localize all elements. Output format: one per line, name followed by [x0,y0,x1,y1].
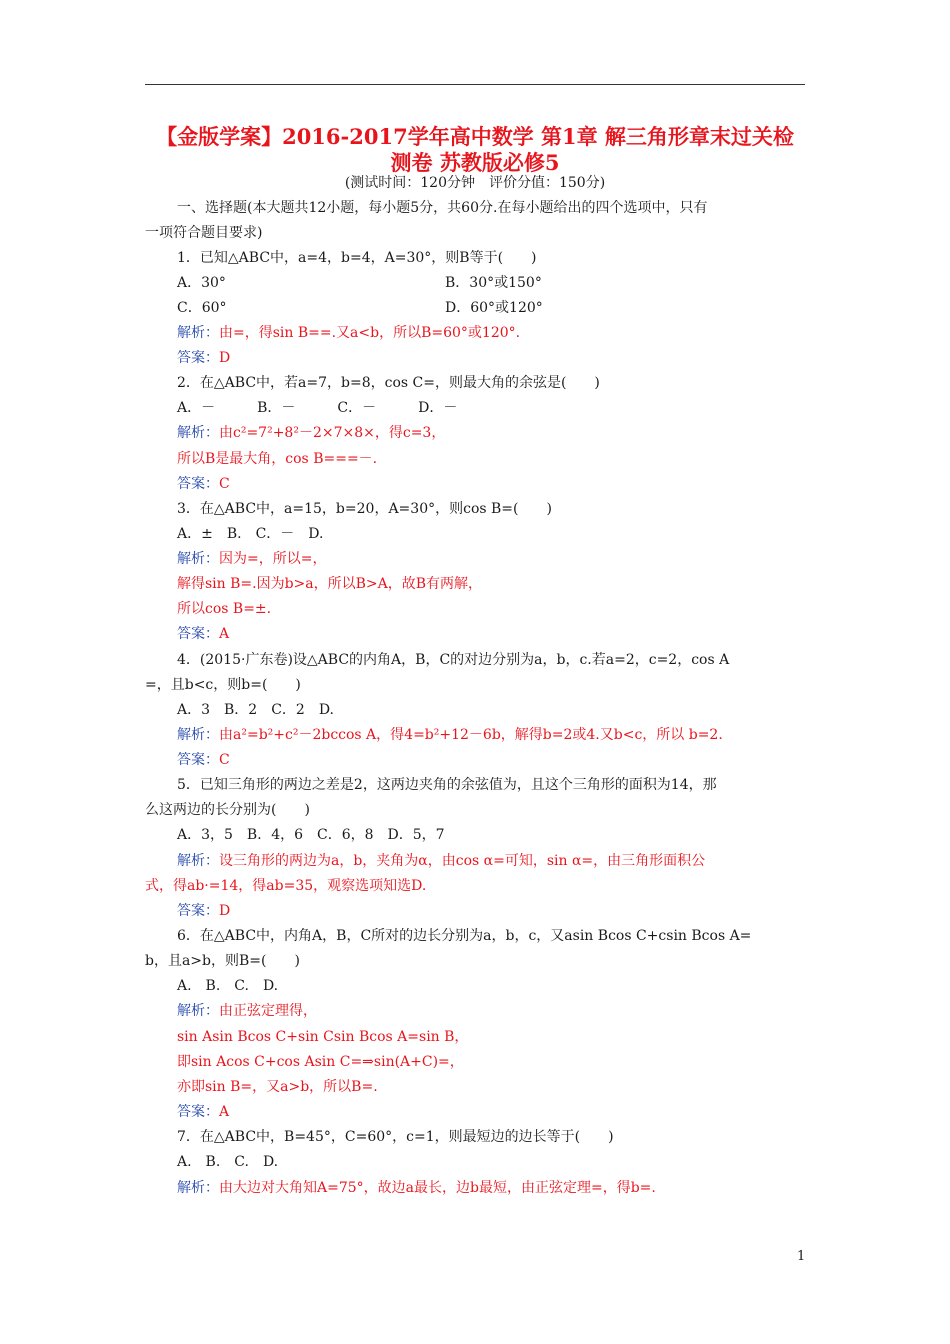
question-4-options: A．3 B．2 C．2 D. [177,702,335,718]
answer-label: 答案： [177,626,219,642]
analysis-text: 由正弦定理得， [219,1003,317,1019]
analysis-label: 解析： [177,727,219,743]
analysis-label: 解析： [177,425,219,441]
question-3-options: A．± B. C．－ D. [177,526,324,542]
question-1-answer [177,348,841,368]
question-2-analysis-line2: 所以B是最大角，cos B===－. [177,451,378,467]
question-4-answer [177,750,841,770]
analysis-label: 解析： [177,551,219,567]
question-2-answer [177,474,841,494]
analysis-text: 由c²=7²+8²－2×7×8×，得c=3， [219,425,446,441]
answer-label: 答案： [177,752,219,768]
question-1-stem: 1．已知△ABC中，a=4，b=4，A=30°，则B等于( ) [177,250,537,266]
document-title-line1: 【金版学案】2016-2017学年高中数学 第1章 解三角形章末过关检 [156,124,794,149]
question-6-analysis-line4: 亦即sin B=，又a>b，所以B=. [177,1079,378,1095]
section-heading-line2: 一项符合题目要求) [145,225,263,241]
answer-value: C [219,476,230,492]
question-7-stem: 7．在△ABC中，B=45°，C=60°，c=1，则最短边的边长等于( ) [177,1129,614,1145]
question-6-analysis-line3: 即sin Acos C+cos Asin C=⇒sin(A+C)=， [177,1054,464,1070]
answer-label: 答案： [177,476,219,492]
answer-value: D [219,903,231,919]
document-title-line2: 测卷 苏教版必修5 [390,150,560,175]
question-1-analysis [177,323,841,343]
question-1-option-d: D．60°或120° [445,300,543,316]
question-1-option-a: A．30° [177,275,226,291]
question-7-analysis [177,1178,841,1198]
analysis-text: 因为=，所以=， [219,551,327,567]
question-3-analysis [177,549,841,569]
question-3-stem: 3．在△ABC中，a=15，b=20，A=30°，则cos B=( ) [177,501,552,517]
analysis-text: 由=，得sin B==.又a<b，所以B=60°或120°. [219,325,521,341]
answer-label: 答案： [177,350,219,366]
question-5-answer [177,901,841,921]
question-3-analysis-line3: 所以cos B=±. [177,601,272,617]
test-info: (测试时间：120分钟 评价分值：150分) [344,175,606,191]
question-2-options: A．－ B．－ C．－ D．－ [177,400,458,416]
question-3-analysis-line2: 解得sin B=.因为b>a，所以B>A，故B有两解， [177,576,483,592]
question-6-stem-line1: 6．在△ABC中，内角A，B，C所对的边长分别为a，b，c，又asin Bcos C+csin Bcos A= [177,928,752,944]
analysis-label: 解析： [177,1003,219,1019]
question-2-analysis [177,423,841,443]
answer-value: C [219,752,230,768]
analysis-text: 设三角形的两边为a，b，夹角为α，由cos α=可知，sin α=，由三角形面积公 [219,853,706,869]
header-rule [145,84,805,85]
question-6-answer [177,1102,841,1122]
section-heading-line1: 一、选择题(本大题共12小题，每小题5分，共60分.在每小题给出的四个选项中，只有 [177,200,708,216]
question-6-stem-line2: b，且a>b，则B=( ) [145,953,300,969]
analysis-label: 解析： [177,325,219,341]
analysis-text: 由a²=b²+c²－2bccos A，得4=b²+12－6b，解得b=2或4.又b<c，所以 b=2. [219,727,723,743]
answer-value: A [219,1104,230,1120]
question-4-stem-line2: =，且b<c，则b=( ) [145,677,301,693]
question-2-stem: 2．在△ABC中，若a=7，b=8，cos C=，则最大角的余弦是( ) [177,375,600,391]
question-5-analysis-line2: 式，得ab·=14，得ab=35，观察选项知选D. [145,878,427,894]
question-4-analysis [177,725,841,745]
question-5-analysis [177,851,841,871]
question-6-analysis-line2: sin Asin Bcos C+sin Csin Bcos A=sin B， [177,1029,469,1045]
answer-label: 答案： [177,903,219,919]
question-5-stem-line1: 5．已知三角形的两边之差是2，这两边夹角的余弦值为，且这个三角形的面积为14，那 [177,777,717,793]
question-5-stem-line2: 么这两边的长分别为( ) [145,802,310,818]
analysis-label: 解析： [177,1180,219,1196]
answer-value: A [219,626,230,642]
answer-label: 答案： [177,1104,219,1120]
question-5-options: A．3，5 B．4，6 C．6，8 D．5，7 [177,827,445,843]
analysis-text: 由大边对大角知A=75°，故边a最长，边b最短，由正弦定理=，得b=. [219,1180,656,1196]
question-3-answer [177,624,841,644]
question-7-options: A. B. C. D. [177,1154,279,1170]
question-1-option-c: C．60° [177,300,227,316]
question-6-analysis [177,1001,841,1021]
question-1-option-b: B．30°或150° [445,275,542,291]
answer-value: D [219,350,231,366]
question-6-options: A. B. C. D. [177,978,279,994]
page-number: 1 [797,1249,806,1264]
question-4-stem-line1: 4．(2015·广东卷)设△ABC的内角A，B，C的对边分别为a，b，c.若a=2，c=2，cos A [177,652,730,668]
analysis-label: 解析： [177,853,219,869]
